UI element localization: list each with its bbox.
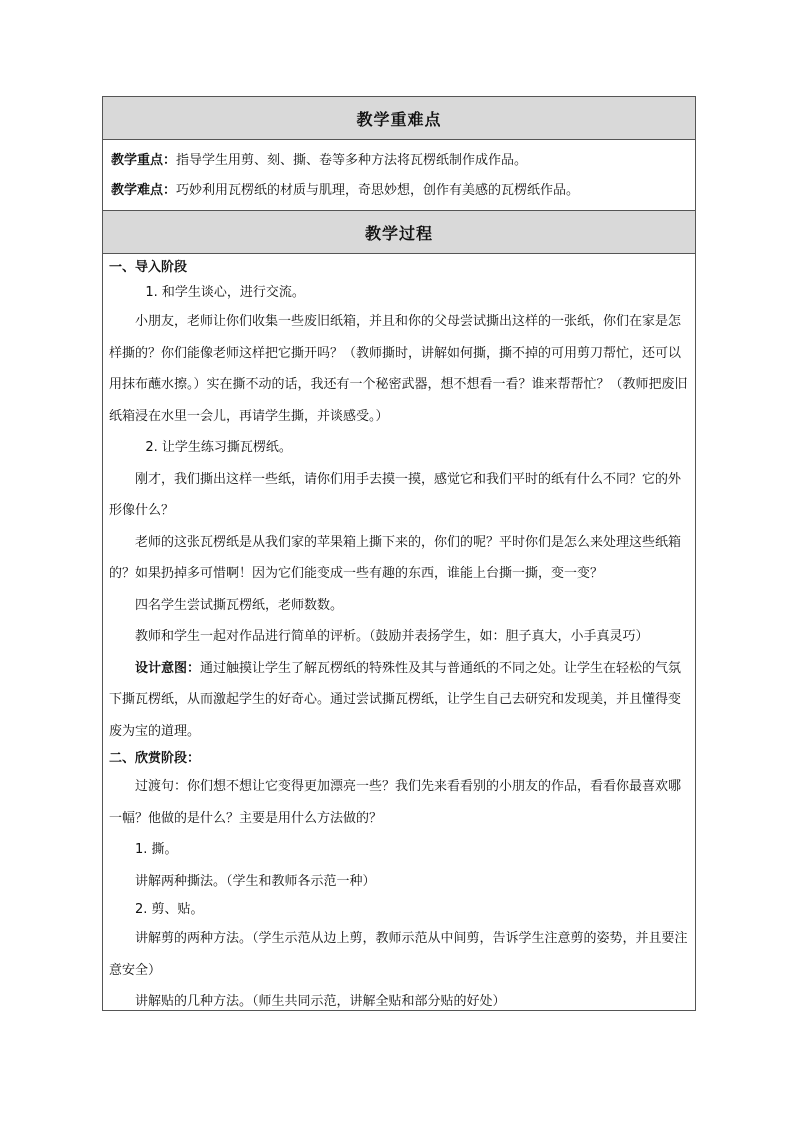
stage2-title: 二、欣赏阶段：	[109, 751, 201, 766]
paragraph: 1. 和学生谈心，进行交流。	[145, 285, 305, 300]
paragraph: 2. 让学生练习撕瓦楞纸。	[145, 440, 292, 455]
key-point-label: 教学重点：	[111, 153, 177, 168]
paragraph: 讲解两种撕法。（学生和教师各示范一种）	[135, 873, 376, 889]
stage1-title: 一、导入阶段	[109, 260, 188, 275]
paragraph: 过渡句：你们想不想让它变得更加漂亮一些？我们先来看看别的小朋友的作品，看看你最喜欢哪一幅？他做的是什么？主要是用什么方法做的？	[109, 779, 682, 826]
paragraph: 1. 撕。	[135, 842, 178, 857]
design-intent-paragraph	[109, 653, 689, 748]
key-points-section	[103, 140, 695, 211]
difficulty-text: 巧妙利用瓦楞纸的材质与肌理，奇思妙想，创作有美感的瓦楞纸作品。	[176, 183, 580, 198]
paragraph: 教师和学生一起对作品进行简单的评析。（鼓励并表扬学生，如：胆子真大，小手真灵巧）	[135, 629, 649, 644]
paragraph: 刚才，我们撕出这样一些纸，请你们用手去摸一摸，感觉它和我们平时的纸有什么不同？它的外形像什么？	[109, 471, 682, 518]
paragraph: 老师的这张瓦楞纸是从我们家的苹果箱上撕下来的，你们的呢？平时你们是怎么来处理这些纸箱的？如果扔掉多可惜啊！因为它们能变成一些有趣的东西，谁能上台撕一撕，变一变？	[109, 534, 682, 581]
teaching-difficulty	[111, 176, 687, 206]
key-point-text: 指导学生用剪、刻、撕、卷等多种方法将瓦楞纸制作成作品。	[176, 153, 528, 168]
paragraph: 讲解剪的两种方法。（学生示范从边上剪，教师示范从中间剪，告诉学生注意剪的姿势，并且要注意安全）	[109, 931, 688, 978]
difficulty-label: 教学难点：	[111, 183, 177, 198]
paragraph: 讲解贴的几种方法。（师生共同示范，讲解全贴和部分贴的好处）	[135, 994, 506, 1009]
teaching-process-section	[103, 254, 695, 1010]
design-intent-text: 通过触摸让学生了解瓦楞纸的特殊性及其与普通纸的不同之处。让学生在轻松的气氛下撕瓦楞纸，从而激起学生的好奇心。通过尝试撕瓦楞纸，让学生自己去研究和发现美，并且懂得变废为宝的道理。	[109, 660, 682, 739]
lesson-plan-table	[102, 96, 696, 1011]
paragraph: 2. 剪、贴。	[135, 902, 204, 917]
section-title-teaching-process: 教学过程	[103, 211, 695, 254]
paragraph: 四名学生尝试撕瓦楞纸，老师数数。	[135, 597, 344, 613]
section-title-key-difficult-points: 教学重难点	[103, 97, 695, 140]
teaching-key-point	[111, 146, 687, 176]
paragraph: 小朋友，老师让你们收集一些废旧纸箱，并且和你的父母尝试撕出这样的一张纸，你们在家是怎样撕的？你们能像老师这样把它撕开吗？（教师撕时，讲解如何撕，撕不掉的可用剪刀帮忙，还可以用抹布蘸水擦。）实在撕不动的话，我还有一个秘密武器，想不想看一看？谁来帮帮忙？（教师把废旧纸箱浸在水里一会儿，再请学生撕，并谈感受。）	[109, 314, 688, 424]
design-intent-label: 设计意图：	[135, 660, 201, 676]
